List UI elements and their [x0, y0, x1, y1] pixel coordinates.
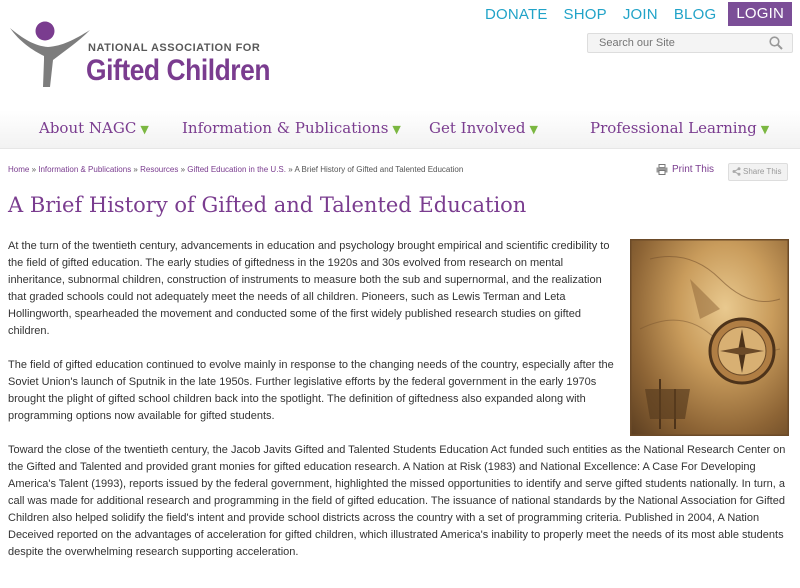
page-title: A Brief History of Gifted and Talented Education [8, 193, 527, 217]
breadcrumb-separator: » [178, 165, 188, 174]
nav-professional-learning[interactable] [590, 119, 769, 137]
breadcrumb-home[interactable]: Home [8, 165, 30, 174]
print-button[interactable] [656, 164, 714, 175]
blog-link[interactable]: BLOG [673, 5, 717, 23]
nav-about-label: About NAGC [39, 119, 137, 137]
printer-icon [656, 164, 668, 175]
search-icon[interactable] [768, 35, 784, 51]
share-label: Share This [743, 167, 782, 176]
breadcrumb-separator: » [285, 165, 295, 174]
nav-information-publications[interactable] [182, 119, 401, 137]
nav-about-nagc[interactable] [39, 119, 149, 137]
nav-learning-label: Professional Learning [590, 119, 757, 137]
main-nav [0, 110, 800, 149]
join-link[interactable]: JOIN [622, 5, 658, 23]
share-button[interactable] [728, 163, 788, 181]
shop-link[interactable]: SHOP [563, 5, 607, 23]
compass-map-illustration [630, 239, 789, 436]
article-body [8, 238, 786, 578]
nav-involved-label: Get Involved [429, 119, 526, 137]
search-input[interactable] [597, 36, 771, 50]
breadcrumb-information-publications[interactable]: Information & Publications [38, 165, 132, 174]
utility-nav [469, 2, 792, 26]
donate-link[interactable]: DONATE [484, 5, 548, 23]
site-logo[interactable] [10, 20, 270, 90]
breadcrumb-separator: » [131, 165, 141, 174]
nav-info-label: Information & Publications [182, 119, 389, 137]
logo-figure-icon [10, 20, 90, 90]
caret-down-icon: ▼ [392, 123, 401, 136]
breadcrumb [8, 165, 463, 174]
article-paragraph: Toward the close of the twentieth century, the Jacob Javits Gifted and Talented Students Education Act funded such entities as the National Research Center on the Gifted and Talented and provided grant monies for gifted education research. A Nation at Risk (1983) and National Excellence: A Case For Developing America's Talent (1993), reports issued by the federal government, highlighted the missed opportunities to identify and serve gifted students nationally. In turn, a call was made for additional research and programming in the field of gifted education. The issuance of national standards by the National Association for Gifted Children also helped solidify the field's intent and provide school districts across the country with a set of programming criteria. Published in 2004, A Nation Deceived reported on the advantages of acceleration for gifted children, which illustrated America's inability to properly meet the needs of its most able students despite the overwhelming research supporting acceleration. [8, 444, 786, 558]
article-paragraph: The field of gifted education continued to evolve mainly in response to the changing needs of the country, especially after the Soviet Union's launch of Sputnik in the late 1950s. Further legislative efforts by the federal government in the early 1970s brought the plight of gifted school children back into the spotlight. The definition of giftedness also expanded along with programming options now available for gifted students. [8, 359, 614, 422]
nav-get-involved[interactable] [429, 119, 538, 137]
caret-down-icon: ▼ [529, 123, 538, 136]
article-paragraph: At the turn of the twentieth century, advancements in education and psychology brought empirical and scientific credibility to the field of gifted education. The early studies of giftedness in the 1920s and 30s evolved from research on mental inheritance, subnormal children, construction of instruments to measure both the sub and supernormal, and the realization that graded schools could not adequately meet the needs of all children. Pioneers, such as Lewis Terman and Leta Hollingworth, spearheaded the movement and conducted some of the first widely published research studies on gifted children. [8, 240, 610, 337]
login-button[interactable]: LOGIN [728, 2, 792, 26]
article-image [630, 239, 789, 436]
share-icon [732, 167, 741, 176]
caret-down-icon: ▼ [140, 123, 149, 136]
breadcrumb-current: A Brief History of Gifted and Talented Education [294, 165, 464, 174]
caret-down-icon: ▼ [760, 123, 770, 136]
site-search [587, 33, 793, 53]
print-label: Print This [672, 164, 715, 175]
breadcrumb-resources[interactable]: Resources [140, 165, 179, 174]
breadcrumb-gifted-education-us[interactable]: Gifted Education in the U.S. [187, 165, 286, 174]
logo-title: Gifted Children [86, 54, 271, 87]
breadcrumb-separator: » [29, 165, 39, 174]
logo-org-line: NATIONAL ASSOCIATION FOR [88, 42, 261, 54]
